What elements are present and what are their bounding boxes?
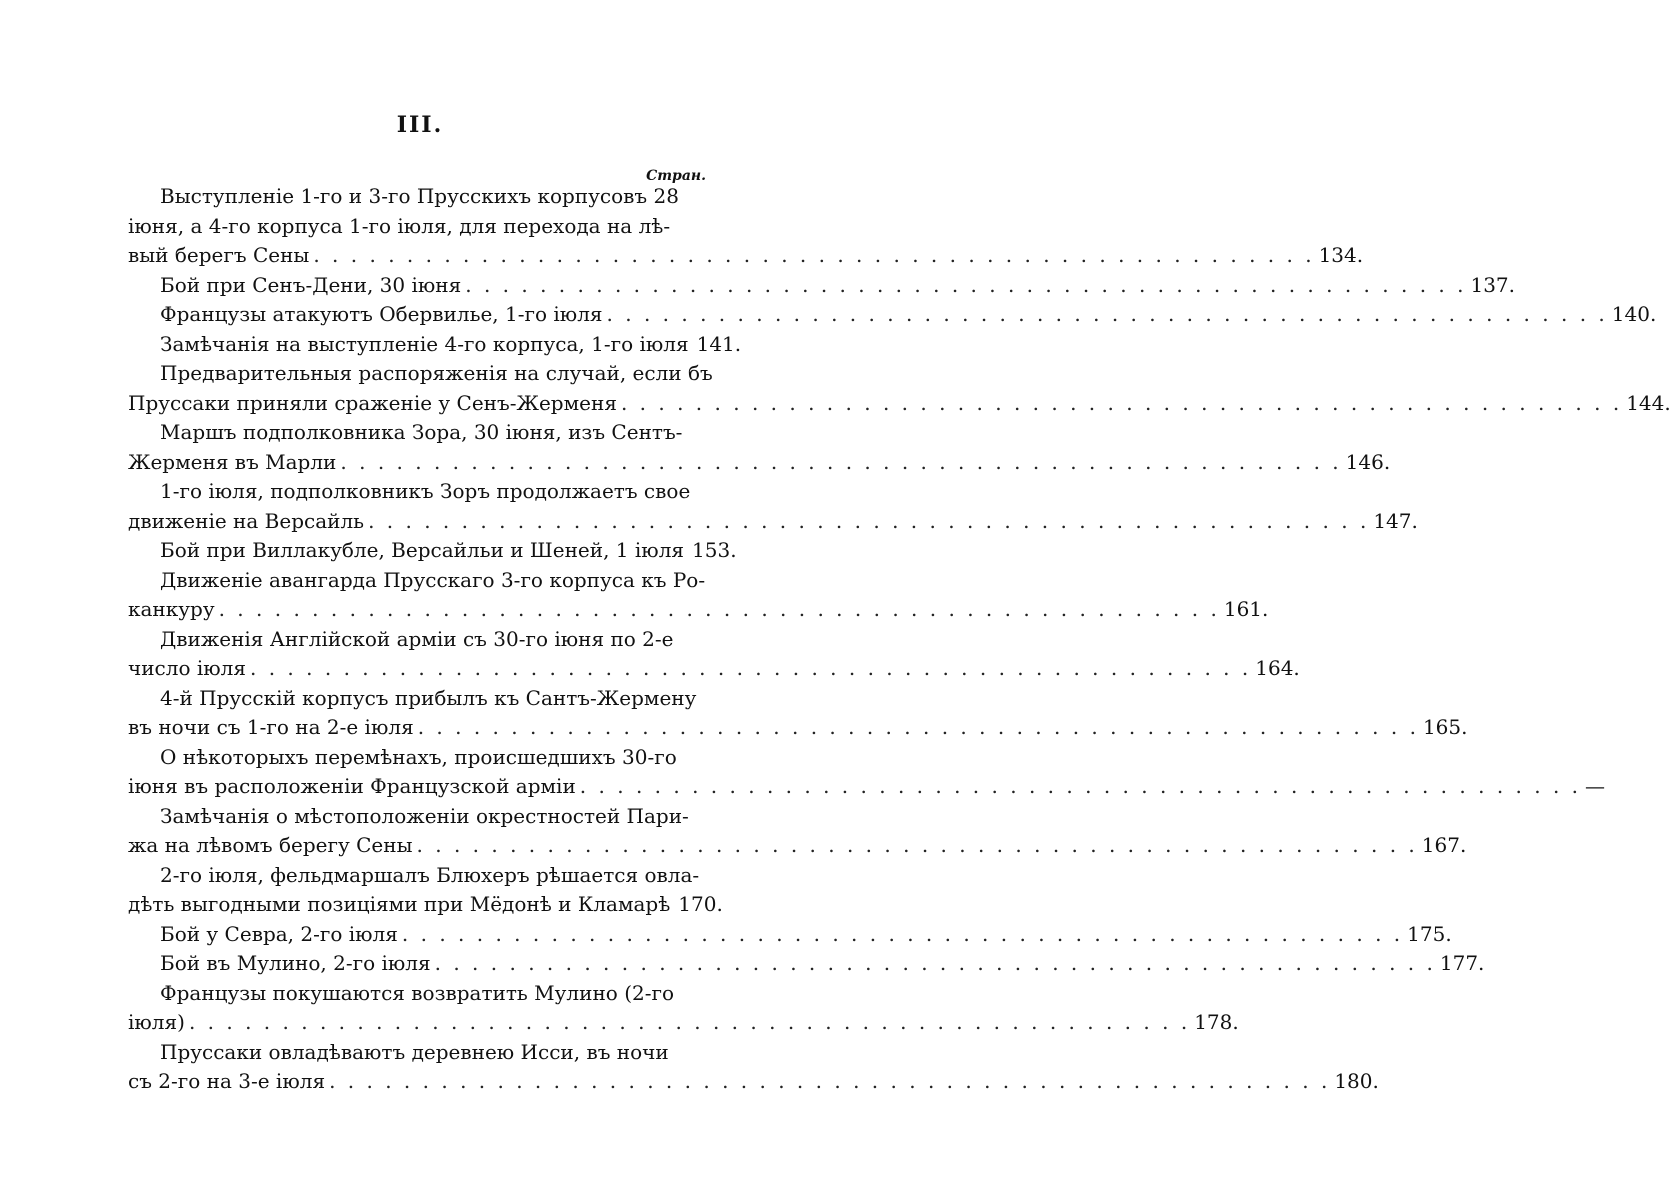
toc-page-number: 167. (1421, 833, 1467, 857)
toc-page-number: 161. (1223, 597, 1269, 621)
dot-leader (607, 300, 1608, 330)
toc-page-number: 164. (1255, 656, 1300, 680)
toc-entry-text: вый берегъ Сены (128, 243, 310, 267)
toc-entry-text: іюня въ расположеніи Французской арміи (128, 774, 576, 798)
toc-entry-text: канкуру (128, 597, 215, 621)
toc-entry-text: Движенія Англійской арміи съ 30-го іюня по 2-е (160, 626, 674, 651)
dot-leader (418, 713, 1419, 743)
dot-leader (340, 448, 1341, 478)
toc-entry-text: Бой при Виллакубле, Версайльи и Шеней, 1 іюля (160, 538, 685, 562)
toc-entry-text: 4-й Прусскій корпусъ прибылъ къ Сантъ-Жермену (160, 685, 697, 710)
toc-line (128, 566, 708, 596)
toc-line (128, 979, 708, 1009)
toc-entry-text: Жерменя въ Марли (128, 449, 337, 474)
toc-entry-text: число іюля (128, 656, 246, 680)
toc-line (128, 743, 708, 773)
toc-entry-text: Французы атакуютъ Обервилье, 1-го іюля (160, 302, 603, 326)
dot-leader (417, 831, 1418, 861)
toc-entry-text: Пруссаки овладѣваютъ деревнею Исси, въ ночи (160, 1039, 669, 1064)
toc-line (128, 1038, 708, 1068)
toc-page-number: 140. (1611, 302, 1657, 326)
toc-entry-text: Предварительныя распоряженія на случай, если бъ (160, 361, 713, 385)
toc-line (128, 861, 708, 891)
dot-leader (313, 241, 1314, 271)
toc-line (128, 182, 708, 212)
toc-page-number: 170. (678, 892, 723, 916)
dot-leader (329, 1067, 1330, 1097)
toc-line (128, 684, 708, 714)
toc-page-number: 147. (1373, 508, 1418, 533)
toc-line (128, 536, 737, 566)
toc-line (128, 831, 1467, 861)
toc-page-number: 146. (1345, 449, 1391, 474)
toc-line (128, 625, 708, 655)
page-number: III. (396, 112, 444, 138)
toc-entry-text: движеніе на Версайль (128, 508, 365, 533)
toc-line (128, 418, 708, 448)
toc-line (128, 949, 1485, 979)
toc-line (128, 595, 1269, 625)
toc-entry-text: Движеніе авангарда Прусскаго 3-го корпуса къ Ро- (160, 567, 706, 592)
toc-line (128, 359, 713, 389)
toc-entry-text: Маршъ подполковника Зора, 30 іюня, изъ Сентъ- (160, 420, 683, 444)
toc-page-number: 178. (1194, 1010, 1239, 1034)
toc-page-number: 177. (1439, 951, 1485, 975)
toc-entry-text: Пруссаки приняли сраженіе у Сенъ-Жерменя (128, 390, 617, 415)
toc-entry-text: іюля) (128, 1010, 185, 1034)
toc-entry-text: жа на лѣвомъ берегу Сены (128, 833, 413, 857)
toc-entry-text: іюня, а 4-го корпуса 1-го іюля, для перехода на лѣ- (128, 213, 671, 238)
toc-page-number: 175. (1407, 921, 1452, 946)
toc-line (128, 654, 1300, 684)
toc-entry-text: съ 2-го на 3-е іюля (128, 1069, 326, 1093)
toc-entry-text: Французы покушаются возвратить Мулино (2-го (160, 980, 674, 1005)
toc-page-number: 141. (696, 331, 742, 356)
dot-leader (189, 1008, 1190, 1038)
dot-leader (435, 949, 1436, 979)
dot-leader (368, 507, 1369, 537)
toc-page-number: 153. (692, 538, 737, 562)
dot-leader (580, 772, 1581, 802)
toc-entry-text: Выступленіе 1-го и 3-го Прусскихъ корпусовъ 28 (160, 184, 679, 208)
toc-entry-text: Бой въ Мулино, 2-го іюля (160, 951, 431, 975)
dot-leader (621, 389, 1622, 419)
toc-entry-text: О нѣкоторыхъ перемѣнахъ, происшедшихъ 30-го (160, 744, 677, 769)
toc-line (128, 241, 1364, 271)
toc-entry-text: дѣть выгодными позиціями при Мёдонѣ и Кламарѣ (128, 892, 671, 916)
toc-line (128, 1067, 1379, 1097)
toc-entry-text: 2-го іюля, фельдмаршалъ Блюхеръ рѣшается овла- (160, 862, 700, 887)
dot-leader (250, 654, 1251, 684)
toc-page-number: 137. (1470, 272, 1516, 297)
toc-line (128, 300, 1657, 330)
table-of-contents (128, 182, 1671, 1097)
dot-leader (402, 920, 1403, 950)
toc-entry-text: въ ночи съ 1-го на 2-е іюля (128, 715, 414, 739)
toc-entry-text: 1-го іюля, подполковникъ Зоръ продолжаетъ свое (160, 479, 691, 503)
toc-page-number: — (1585, 774, 1606, 798)
toc-line (128, 477, 708, 507)
toc-line (128, 271, 1516, 301)
toc-line (128, 212, 708, 242)
toc-line (128, 920, 1452, 950)
page-column-label: Стран. (646, 168, 706, 184)
toc-page-number: 180. (1334, 1069, 1379, 1093)
toc-entry-text: Замѣчанія о мѣстоположеніи окрестностей Пари- (160, 803, 689, 828)
toc-line (128, 389, 1671, 419)
dot-leader (465, 271, 1466, 301)
toc-entry-text: Бой при Сенъ-Дени, 30 іюня (160, 272, 462, 297)
toc-line (128, 802, 708, 832)
toc-line (128, 890, 723, 920)
toc-line (128, 330, 742, 360)
toc-line (128, 1008, 1239, 1038)
toc-entry-text: Бой у Севра, 2-го іюля (160, 921, 398, 946)
dot-leader (219, 595, 1220, 625)
toc-line (128, 772, 1606, 802)
toc-line (128, 713, 1468, 743)
toc-line (128, 448, 1391, 478)
toc-entry-text: Замѣчанія на выступленіе 4-го корпуса, 1-го іюля (160, 331, 689, 356)
toc-page-number: 134. (1318, 243, 1364, 267)
toc-page-number: 144. (1626, 390, 1671, 415)
toc-line (128, 507, 1418, 537)
toc-page-number: 165. (1422, 715, 1468, 739)
